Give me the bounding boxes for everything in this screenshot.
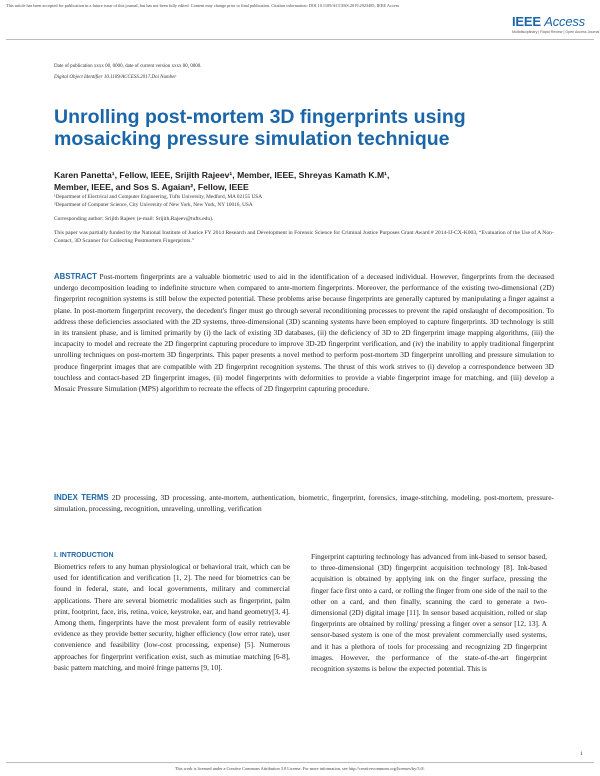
body-column-left bbox=[54, 551, 290, 673]
doi-line: Digital Object Identifier 10.1109/ACCESS.2017.Doi Number bbox=[54, 75, 177, 80]
index-terms-label: INDEX TERMS bbox=[54, 493, 109, 502]
page-number: 1 bbox=[580, 751, 583, 757]
section-heading-introduction: I. INTRODUCTION bbox=[54, 552, 114, 559]
publication-notice: This article has been accepted for publication in a future issue of this journal, but has not been fully edited. Content may change prior to final publication. Citation information: DOI 10.1109/ACCESS.2019.2923485, IEEE Access bbox=[6, 3, 400, 8]
publication-dates: Date of publication xxxx 00, 0000, date of current version xxxx 00, 0000. bbox=[54, 64, 202, 69]
funding-note: This paper was partially funded by the National Institute of Justice FY 2014 Research and Development in Forensic Science for Criminal Justice Purposes Grant Award # 2014-IJ-CX-K003, “Evaluation of the Use of A Non-Contact, 3D Scanner for Collecting Postmortem Fingerprints.” bbox=[54, 230, 554, 244]
journal-logo bbox=[512, 14, 600, 34]
abstract-text: Post-mortem fingerprints are a valuable biometric used to aid in the identification of a deceased individual. However, fingerprints from the deceased undergo decomposition leading to indefinite structure when compared to ante-mortem fingerprints. Moreover, the performance of the existing two-dimensional (2D) fingerprint recognition systems is still below the expected potential. These problems arise because fingerprints are generally captured by manipulating a finger against a plane. In post-mortem fingerprint recovery, the decedent's finger must go through several reconditioning processes to prevent the rapid onslaught of decomposition. To address these deficiencies associated with the 2D systems, three-dimensional (3D) scanning systems have been employed to capture fingerprints. 3D technology is still in its transient phase, and is limited primarily by (i) the lack of existing 3D databases, (ii) the deficiency of 3D to 2D fingerprint image mapping algorithms, (iii) the incapacity to model and recreate the 2D fingerprint capturing procedure to improve 3D-2D fingerprint verification, and (iv) the inability to apply traditional fingerprint unrolling techniques on post-mortem 3D fingerprints. This paper presents a novel method to perform post-mortem 3D fingerprint unrolling and pressure simulation to produce fingerprint images that are compatible with 2D fingerprint recognition systems. The thrust of this work strives to (i) develop a correspondence between 3D touchless and contact-based 2D fingerprint images, (ii) model fingerprints with deformities to provide a viable fingerprint image for matching, and (iii) develop a Mosaic Pressure Simulation (MPS) algorithm to recreate the effects of 2D fingerprint capturing procedure. bbox=[54, 272, 554, 394]
index-terms-text: 2D processing, 3D processing, ante-mortem, authentication, biometric, fingerprint, forensics, image-stitching, modeling, post-mortem, pressure-simulation, processing, recognition, unraveling, unrolling, verification bbox=[54, 493, 554, 514]
authors-line-2: Member, IEEE, and Sos S. Agaian², Fellow, IEEE bbox=[54, 182, 249, 192]
index-terms bbox=[54, 492, 554, 514]
brand-tagline: Multidisciplinary | Rapid Review | Open Access Journal bbox=[512, 30, 600, 34]
affiliation-2: ²Department of Computer Science, City University of New York, New York, NY 10016, USA bbox=[54, 202, 253, 208]
brand-italic: Access bbox=[544, 14, 585, 29]
brand-main: IEEE bbox=[512, 14, 541, 29]
footer-rule bbox=[6, 762, 594, 763]
affiliation-1: ¹Department of Electrical and Computer Engineering, Tufts University, Medford, MA 02155 USA bbox=[54, 194, 263, 200]
corresponding-author: Corresponding author: Srijith Rajeev (e-mail: Srijith.Rajeev@tufts.edu). bbox=[54, 216, 214, 222]
abstract bbox=[54, 271, 554, 394]
license-footer: This work is licensed under a Creative Commons Attribution 3.0 License. For more information, see http://creativecommons.org/licenses/by/3.0/. bbox=[174, 766, 426, 771]
header-rule bbox=[6, 39, 594, 40]
paper-title: Unrolling post-mortem 3D fingerprints using mosaicking pressure simulation technique bbox=[54, 106, 466, 150]
abstract-label: ABSTRACT bbox=[54, 272, 97, 281]
author-list bbox=[54, 169, 534, 193]
intro-paragraph-1: Biometrics refers to any human physiological or behavioral trait, which can be used for identification and verification [1, 2]. The need for biometrics can be found in federal, state, and local governments, military and commercial applications. There are several biometric modalities such as fingerprint, palm print, footprint, face, iris, retina, voice, keystroke, ear, and hand geometry[3, 4]. Among them, fingerprints have the most prevalent form of easily retrievable evidence as they provide better security, higher efficiency (low error rate), user convenience and feasibility (low-cost processing, expense) [5]. Numerous approaches for fingerprint verification exist, such as minutiae matching [6-8], basic pattern matching, and moiré fringe patterns [9, 10]. bbox=[54, 562, 290, 672]
intro-paragraph-2: Fingerprint capturing technology has advanced from ink-based to sensor based, to three-dimensional (3D) fingerprint acquisition technology [8]. Ink-based acquisition is obtained by applying ink on the finger surface, pressing the finger face first onto a card, or rolling the finger from one side of the nail to the other on a card, and then finally, scanning the card to generate a two-dimensional (2D) digital image [11]. In sensor based acquisition, rolled or slap fingerprints are obtained by rolling/ pressing a finger over a sensor [12, 13]. A sensor-based system is one of the most prevalent commercially used systems, and it has a plethora of tools for processing and recognizing 2D fingerprint images. However, the performance of the state-of-the-art fingerprint recognition systems is below the expected potential. This is bbox=[311, 552, 547, 674]
body-column-right bbox=[311, 551, 547, 674]
authors-line-1: Karen Panetta¹, Fellow, IEEE, Srijith Rajeev¹, Member, IEEE, Shreyas Kamath K.M¹, bbox=[54, 170, 390, 180]
